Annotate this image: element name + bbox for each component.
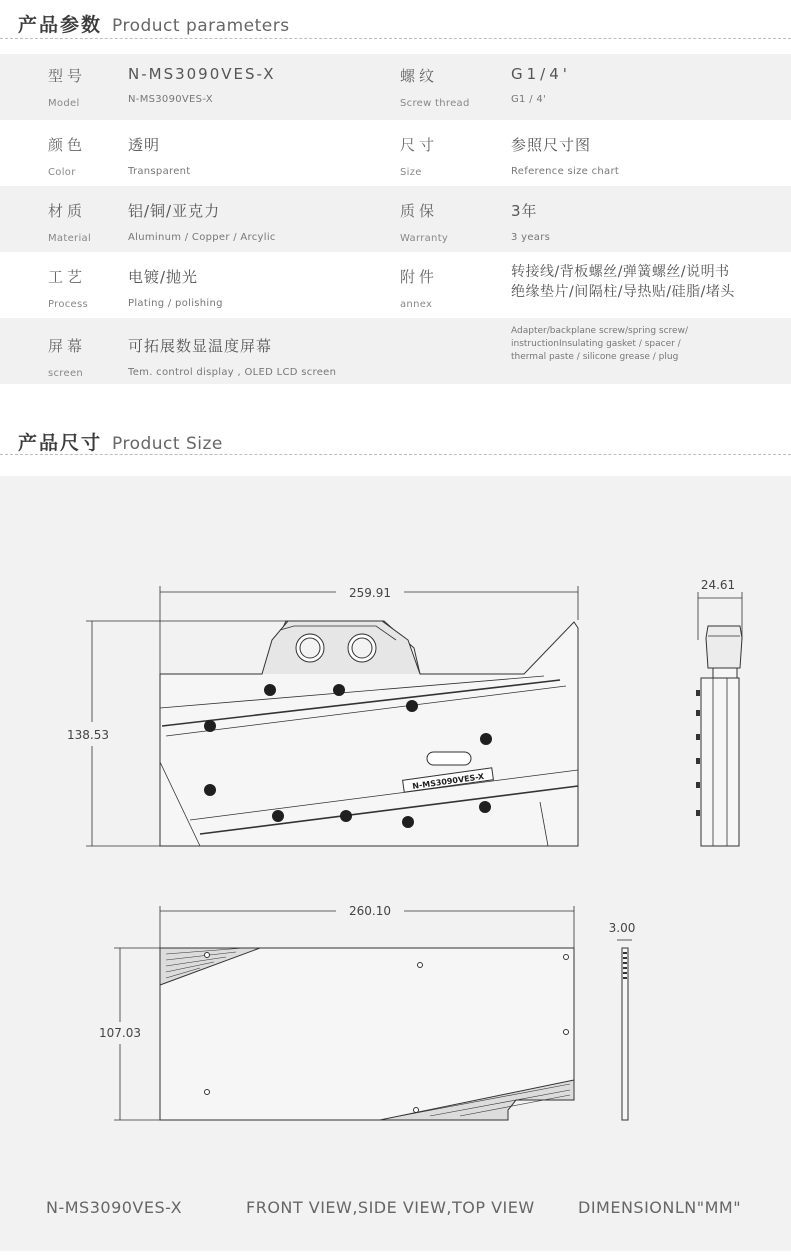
annex-line-1: 转接线/背板螺丝/弹簧螺丝/说明书 <box>511 264 730 280</box>
dimension-drawing-panel <box>0 476 791 1251</box>
parameters-title-cn: 产品参数 <box>18 14 103 36</box>
engraving-label: N-MS3090VES-X <box>411 772 485 791</box>
label-cn: 屏幕 <box>48 337 87 355</box>
footer-views: FRONT VIEW,SIDE VIEW,TOP VIEW <box>246 1198 535 1217</box>
label-en: Warranty <box>400 233 449 244</box>
footer-unit: DIMENSIONLN"MM" <box>578 1198 742 1217</box>
param-row-screen <box>0 318 791 384</box>
value-en: Aluminum / Copper / Arcylic <box>128 232 276 243</box>
label-en: annex <box>400 299 433 310</box>
label-cn: 型号 <box>48 67 87 85</box>
value-en: Tem. control display , OLED LCD screen <box>128 367 337 378</box>
label-en: Size <box>400 167 422 178</box>
value-cn: G1/4' <box>511 65 571 83</box>
divider <box>0 38 791 39</box>
label-en: Screw thread <box>400 98 470 109</box>
backplate-view <box>114 906 632 1120</box>
label-en: Model <box>48 98 80 109</box>
label-en: Material <box>48 233 92 244</box>
param-row-process <box>0 252 791 318</box>
param-row-color <box>0 120 791 186</box>
value-cn: 3年 <box>511 202 538 220</box>
back-thickness-label: 3.00 <box>608 921 636 935</box>
size-title <box>18 428 223 455</box>
annex-en-line-1: Adapter/backplane screw/spring screw/ <box>511 326 688 336</box>
param-row-material <box>0 186 791 252</box>
value-en: N-MS3090VES-X <box>128 94 213 105</box>
value-en: 3 years <box>511 232 551 243</box>
value-cn: N-MS3090VES-X <box>128 65 276 83</box>
size-title-en: Product Size <box>112 434 223 454</box>
dimension-drawing <box>0 476 791 1251</box>
value-cn: 参照尺寸图 <box>511 136 592 154</box>
value-cn: 可拓展数显温度屏幕 <box>128 337 273 355</box>
footer-model: N-MS3090VES-X <box>46 1198 183 1217</box>
front-view <box>86 586 578 846</box>
label-cn: 质保 <box>400 202 439 220</box>
front-width-label: 259.91 <box>349 586 391 600</box>
label-cn: 尺寸 <box>400 136 439 154</box>
label-cn: 颜色 <box>48 136 87 154</box>
label-cn: 材质 <box>48 202 87 220</box>
value-cn: 电镀/抛光 <box>128 268 199 286</box>
value-cn: 铝/铜/亚克力 <box>128 202 221 220</box>
parameters-title-en: Product parameters <box>112 16 290 36</box>
divider <box>0 454 791 455</box>
value-en: G1 / 4' <box>511 94 547 105</box>
label-cn: 附件 <box>400 268 439 286</box>
annex-en-line-2: instructionInsulating gasket / spacer / <box>511 339 681 349</box>
back-height-label: 107.03 <box>99 1026 141 1040</box>
annex-en-line-3: thermal paste / silicone grease / plug <box>511 352 679 362</box>
back-width-label: 260.10 <box>349 904 391 918</box>
label-cn: 工艺 <box>48 268 87 286</box>
value-en: Reference size chart <box>511 166 620 177</box>
annex-line-2: 绝缘垫片/间隔柱/导热贴/硅脂/堵头 <box>511 284 735 300</box>
size-title-cn: 产品尺寸 <box>18 432 103 454</box>
label-en: Color <box>48 167 76 178</box>
front-height-label: 138.53 <box>67 728 109 742</box>
side-view <box>696 592 742 846</box>
parameters-title <box>18 10 290 37</box>
label-en: screen <box>48 368 84 379</box>
param-row-model <box>0 54 791 120</box>
label-cn: 螺纹 <box>400 67 439 85</box>
value-en: Transparent <box>128 166 191 177</box>
label-en: Process <box>48 299 89 310</box>
value-en: Plating / polishing <box>128 298 223 309</box>
value-cn: 透明 <box>128 136 161 154</box>
side-depth-label: 24.61 <box>700 578 736 592</box>
